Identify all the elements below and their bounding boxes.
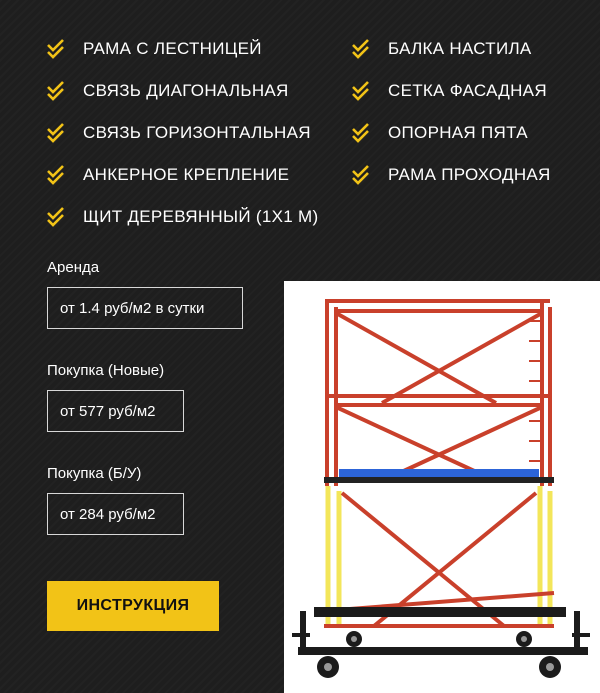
scaffold-tower-illustration bbox=[284, 281, 600, 693]
rent-price-box bbox=[47, 287, 243, 329]
double-check-icon bbox=[352, 122, 374, 144]
buy-new-price-box bbox=[47, 390, 184, 432]
feature-label: СВЯЗЬ ДИАГОНАЛЬНАЯ bbox=[83, 81, 289, 100]
platform-beam bbox=[324, 477, 554, 483]
rent-price-value: от 1.4 руб/м2 в сутки bbox=[60, 299, 205, 317]
feature-item bbox=[352, 119, 528, 147]
buy-used-label: Покупка (Б/У) bbox=[47, 465, 142, 482]
feature-label: АНКЕРНОЕ КРЕПЛЕНИЕ bbox=[83, 165, 290, 184]
double-check-icon bbox=[47, 164, 69, 186]
double-check-icon bbox=[352, 38, 374, 60]
feature-label: ЩИТ ДЕРЕВЯННЫЙ (1Х1 М) bbox=[83, 207, 319, 226]
double-check-icon bbox=[352, 80, 374, 102]
feature-label: СЕТКА ФАСАДНАЯ bbox=[388, 81, 547, 100]
double-check-icon bbox=[47, 80, 69, 102]
feature-label: РАМА ПРОХОДНАЯ bbox=[388, 165, 551, 184]
base-beam bbox=[298, 647, 588, 655]
feature-item bbox=[352, 35, 532, 63]
double-check-icon bbox=[47, 38, 69, 60]
buy-used-price-box bbox=[47, 493, 184, 535]
feature-label: РАМА С ЛЕСТНИЦЕЙ bbox=[83, 39, 262, 58]
feature-label: ОПОРНАЯ ПЯТА bbox=[388, 123, 528, 142]
feature-item bbox=[352, 161, 551, 189]
buy-used-price-value: от 284 руб/м2 bbox=[60, 505, 156, 523]
lower-braces bbox=[324, 493, 554, 626]
base-upper-beam bbox=[314, 607, 566, 617]
double-check-icon bbox=[352, 164, 374, 186]
feature-item bbox=[352, 77, 547, 105]
buy-new-price-value: от 577 руб/м2 bbox=[60, 402, 156, 420]
feature-item bbox=[47, 35, 262, 63]
double-check-icon bbox=[47, 206, 69, 228]
features-list bbox=[0, 0, 600, 240]
upper-frame bbox=[327, 299, 550, 486]
feature-label: СВЯЗЬ ГОРИЗОНТАЛЬНАЯ bbox=[83, 123, 311, 142]
feature-item bbox=[47, 77, 289, 105]
rent-label: Аренда bbox=[47, 259, 100, 276]
buy-new-label: Покупка (Новые) bbox=[47, 362, 165, 379]
instruction-button[interactable]: ИНСТРУКЦИЯ bbox=[47, 581, 219, 631]
platform-deck bbox=[339, 469, 539, 477]
double-check-icon bbox=[47, 122, 69, 144]
feature-item bbox=[47, 119, 311, 147]
feature-item bbox=[47, 161, 289, 189]
scaffold-tower-image bbox=[284, 281, 600, 693]
feature-item bbox=[47, 203, 318, 231]
feature-label: БАЛКА НАСТИЛА bbox=[388, 39, 532, 58]
